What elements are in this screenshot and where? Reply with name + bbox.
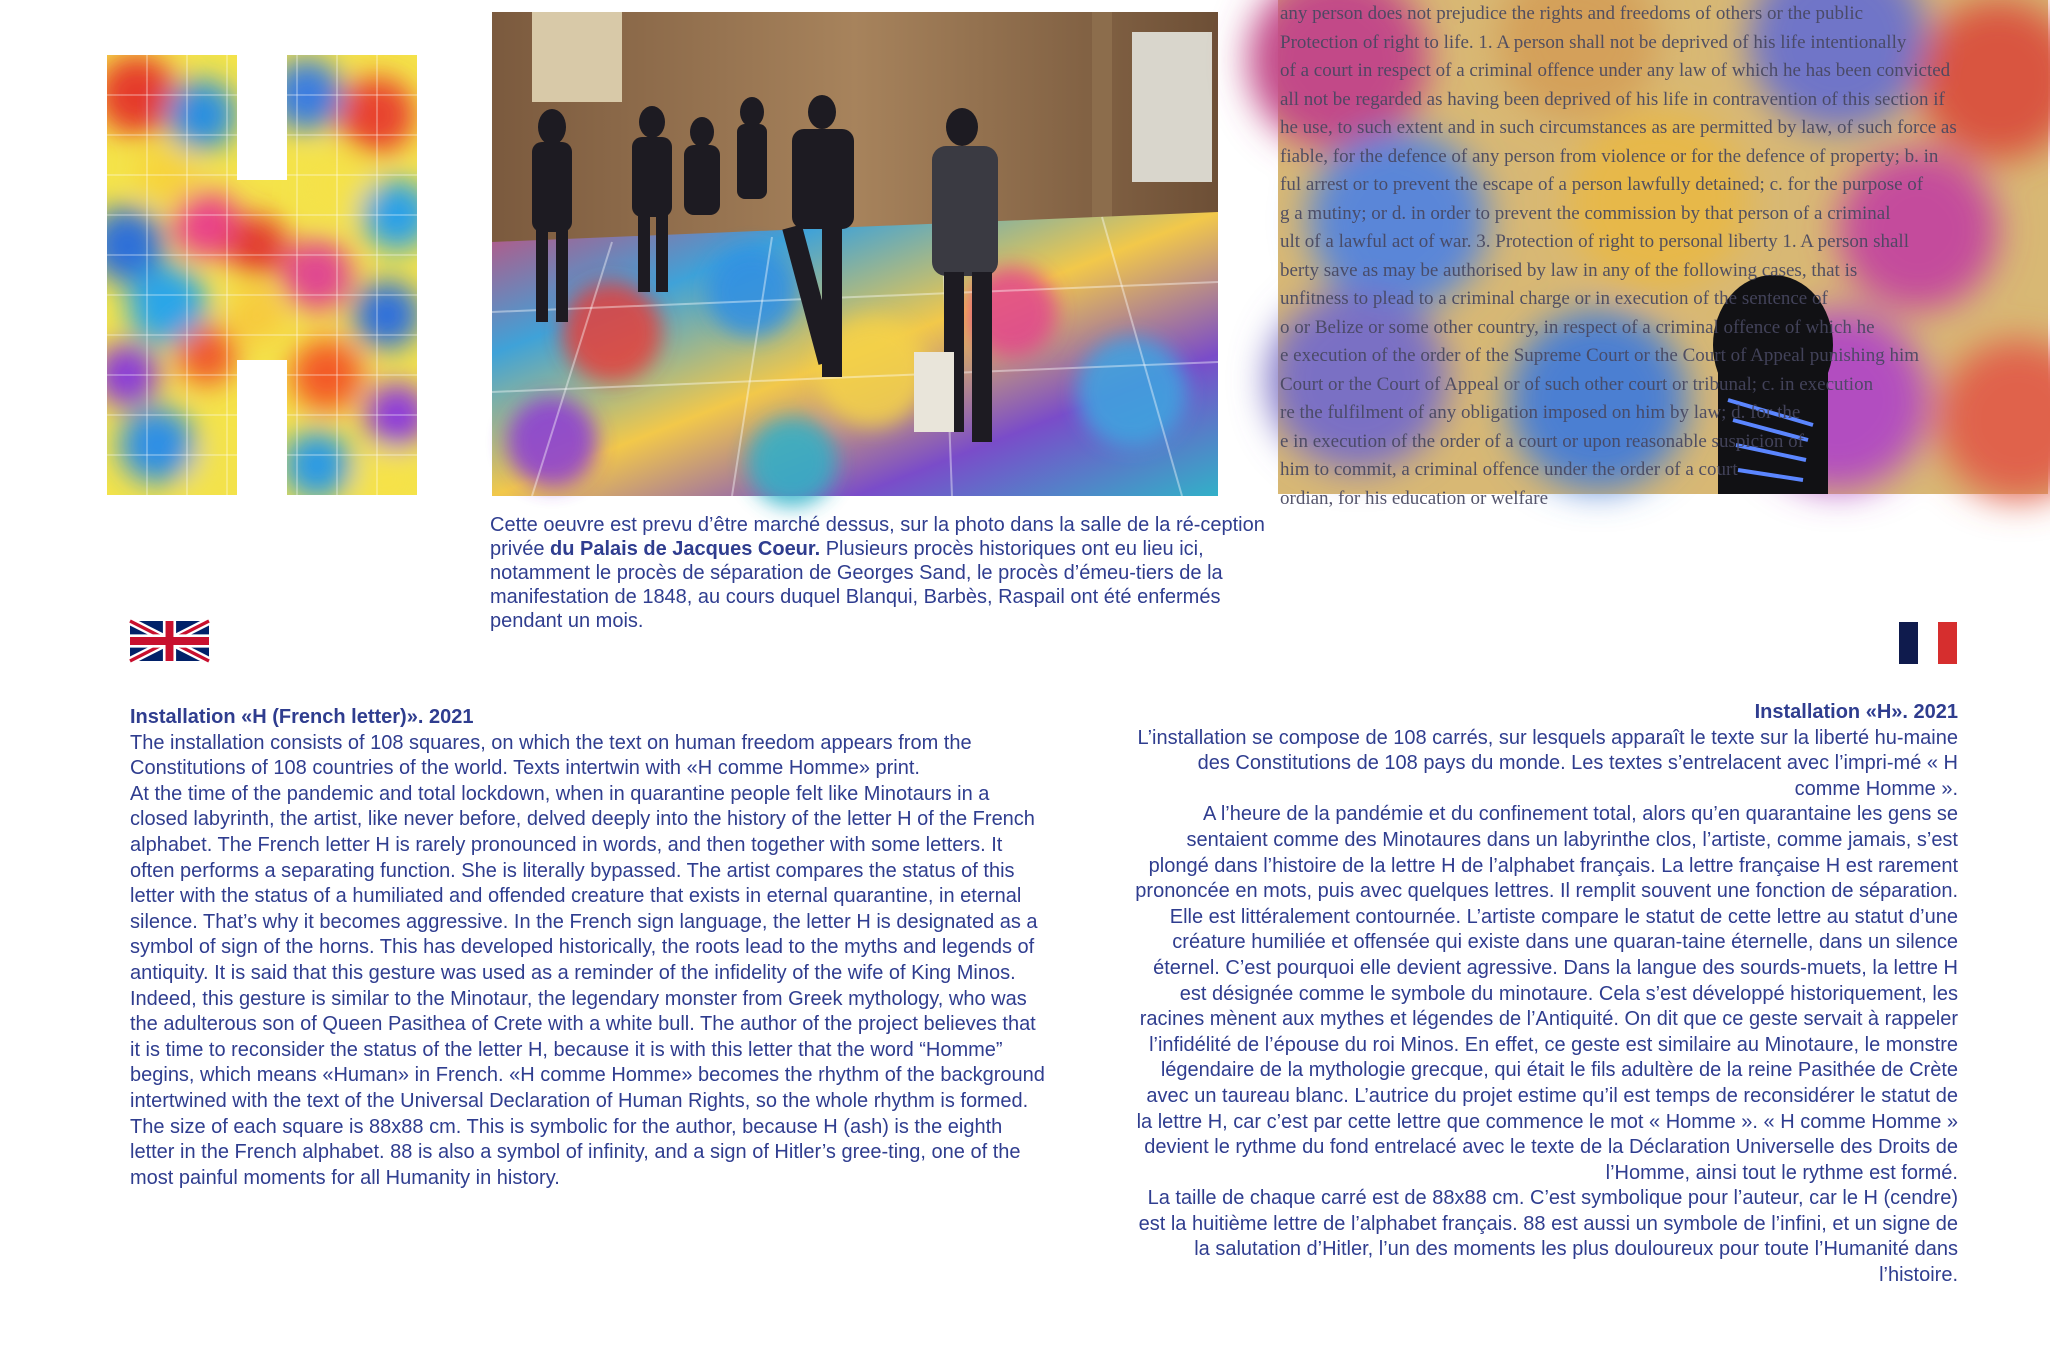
declaration-text-line: re the fulfilment of any obligation imposed on him by law; d. for the [1280, 402, 1801, 423]
flag-blue-stripe [1899, 622, 1918, 664]
gallery-installation-photo [492, 12, 1218, 496]
declaration-text-line: Protection of right to life. 1. A person shall not be deprived of his life intentionally [1280, 31, 1907, 53]
english-paragraph: The installation consists of 108 squares, on which the text on human freedom appears from the Constitutions of 108 countries of the world. Texts intertwin with «H comme Homme» print. [130, 731, 972, 780]
declaration-text-line: fiable, for the defence of any person from violence or for the defence of property; b. in [1280, 145, 1939, 167]
text-floor-photo [1278, 0, 2048, 509]
declaration-text-line: e execution of the order of the Supreme Court or the Court of Appeal punishing him [1280, 345, 1919, 366]
declaration-text-line: ordian, for his education or welfare [1280, 487, 1549, 509]
french-paragraph: L’installation se compose de 108 carrés, sur lesquels apparaît le texte sur la liberté hu-maine des Constitutions de 108 pays du monde. Les textes s’entrelacent avec l’impri-mé « H comme Homme ». [1137, 726, 1958, 800]
declaration-text-line: any person does not prejudice the rights and freedoms of others or the public [1280, 3, 1864, 24]
english-title: Installation «H (French letter)». 2021 [130, 706, 474, 728]
h-letter-artwork [107, 55, 417, 495]
flag-red-stripe [1938, 622, 1957, 664]
english-description [130, 705, 1050, 1191]
declaration-text-overlay [1278, 0, 2050, 509]
declaration-text-line: ult of a lawful act of war. 3. Protection of right to personal liberty 1. A person shall [1280, 231, 1909, 252]
french-paragraph: A l’heure de la pandémie et du confinement total, alors qu’en quarantaine les gens se sentaient comme des Minotaures dans un labyrinthe clos, l’artiste, comme jamais, s’est plongé dans l’histoire de la lettre H de l’alphabet français. La lettre française H est rarement prononcée en mots, puis avec quelques lettres. Il remplit souvent une fonction de séparation. Elle est littéralement contournée. L’artiste compare le statut de cette lettre au statut d’une créature humiliée et offensée qui existe dans une quaran-taine éternelle, dans un silence éternel. C’est pourquoi elle devient agressive. Dans la langue des sourds-muets, la lettre H est désignée comme le symbole du minotaure. Cela s’est développé historiquement, les racines mènent aux mythes et légendes de l’Antiquité. On dit que ce geste servait à rappeler l’infidélité de l’épouse du roi Minos. En effet, ce geste est similaire au Minotaure, le monstre légendaire de la mythologie grecque, qui était le fils adultère de la reine Pasithée de Crète avec un taureau blanc. L’autrice du projet estime qu’il est temps de reconsidérer le statut de la lettre H, car c’est par cette lettre que commence le mot « Homme ». « H comme Homme » devient le rythme du fond entrelacé avec le texte de la Déclaration Universelle des Droits de l’Homme, ainsi tout le rythme est formé. [1135, 803, 1958, 1184]
flag-white-stripe [1918, 622, 1937, 664]
english-paragraph: At the time of the pandemic and total lockdown, when in quarantine people felt like Minotaurs in a closed labyrinth, the artist, like never before, delved deeply into the history of the letter H of the French alphabet. The French letter H is rarely pronounced in words, and then together with some letters. It often performs a separating function. She is literally bypassed. The artist compares the status of this letter with the status of a humiliated and offended creature that exists in eternal quarantine, in eternal silence. That’s why it becomes aggressive. In the French sign language, the letter H is designated as a symbol of sign of the horns. This has developed historically, the roots lead to the myths and legends of antiquity. It is said that this gesture was used as a reminder of the infidelity of the wife of King Minos. Indeed, this gesture is similar to the Minotaur, the legendary monster from Greek mythology, who was the adulterous son of Queen Pasithea of Crete with a white bull. The author of the project believes that it is time to reconsider the status of the letter H, because it is with this letter that the word “Homme” begins, which means «Human» in French. «H comme Homme» becomes the rhythm of the background intertwined with the text of the Universal Declaration of Human Rights, so the whole rhythm is formed. [130, 782, 1045, 1112]
declaration-text-line: of a court in respect of a criminal offence under any law of which he has been convicted [1280, 60, 1951, 81]
declaration-text-line: he use, to such extent and in such circumstances as are permitted by law, of such force as [1280, 117, 1957, 138]
english-paragraph: The size of each square is 88x88 cm. This is symbolic for the author, because H (ash) is the eighth letter in the French alphabet. 88 is also a symbol of infinity, and a sign of Hitler’s gree-ting, one of the most painful moments for all Humanity in history. [130, 1115, 1021, 1189]
declaration-text-line: berty save as may be authorised by law in any of the following cases, that is [1280, 259, 1858, 281]
declaration-text-line: all not be regarded as having been deprived of his life in contravention of this section if [1280, 88, 1945, 110]
caption-text-after: Plusieurs procès historiques ont eu lieu ici, notamment le procès de séparation de Georges Sand, le procès d’émeu-tiers de la manifestation de 1848, au cours duquel Blanqui, Barbès, Raspail ont été enfermés pendant un mois. [490, 538, 1223, 632]
uk-flag-icon [130, 621, 209, 661]
declaration-text-line: him to commit, a criminal offence under the order of a court [1280, 459, 1738, 480]
declaration-text-line: ful arrest or to prevent the escape of a person lawfully detained; c. for the purpose of [1280, 174, 1924, 195]
caption-text-before: Cette oeuvre est prevu d’être marché dessus, sur la photo dans la salle de la ré-ception privée [490, 514, 1265, 560]
caption-bold-location: du Palais de Jacques Coeur. [550, 538, 821, 560]
declaration-text-line: g a mutiny; or d. in order to prevent the commission by that person of a criminal [1280, 202, 1891, 224]
declaration-text-line: o or Belize or some other country, in respect of a criminal offence of which he [1280, 316, 1875, 338]
french-paragraph: La taille de chaque carré est de 88x88 cm. C’est symbolique pour l’auteur, car le H (cendre) est la huitième lettre de l’alphabet français. 88 est aussi un symbole de l’infini, et un signe de la salutation d’Hitler, l’un des moments les plus douloureux pour toute l’Humanité dans l’histoire. [1138, 1187, 1958, 1287]
french-description [1128, 700, 1958, 1289]
declaration-text-line: unfitness to plead to a criminal charge or in execution of the sentence of [1280, 288, 1828, 309]
france-flag-icon [1899, 622, 1957, 664]
photo-caption [490, 513, 1270, 633]
french-title: Installation «H». 2021 [1754, 701, 1958, 723]
declaration-text-line: Court or the Court of Appeal or of such other court or tribunal; c. in execution [1280, 373, 1874, 395]
declaration-text-line: e in execution of the order of a court or upon reasonable suspicion of [1280, 430, 1804, 452]
